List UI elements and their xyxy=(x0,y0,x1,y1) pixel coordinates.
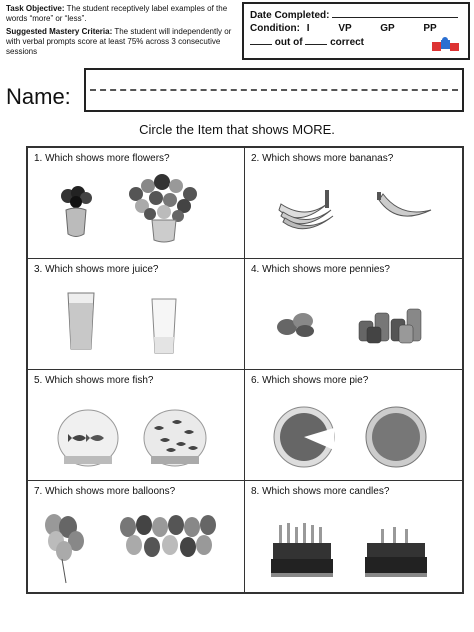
condition-vp[interactable]: VP xyxy=(338,23,352,34)
single-banana-image[interactable] xyxy=(375,188,435,228)
objective-label: Task Objective: xyxy=(6,4,65,13)
task-objective xyxy=(6,4,234,60)
condition-i[interactable]: I xyxy=(306,23,310,34)
full-juice-glass-image[interactable] xyxy=(66,289,96,353)
many-fish-bowl-image[interactable] xyxy=(142,406,208,468)
many-balloons-image[interactable] xyxy=(118,515,218,571)
question-text: 5. Which shows more fish? xyxy=(34,375,154,386)
question-text: 4. Which shows more pennies? xyxy=(251,264,390,275)
question-card-fish xyxy=(28,370,245,481)
few-pennies-image[interactable] xyxy=(275,309,321,339)
whole-pie-image[interactable] xyxy=(363,404,429,470)
out-of-label: out of xyxy=(274,37,303,48)
objective-text: The student receptively label examples of the words “more” or “less”. xyxy=(6,4,228,23)
low-juice-glass-image[interactable] xyxy=(150,297,178,355)
condition-gp[interactable]: GP xyxy=(380,23,395,34)
question-card-pie xyxy=(245,370,462,481)
question-card-juice xyxy=(28,259,245,370)
question-text: 6. Which shows more pie? xyxy=(251,375,369,386)
question-card-balloons xyxy=(28,481,245,592)
correct-label: correct xyxy=(330,37,365,48)
many-pennies-image[interactable] xyxy=(357,303,431,345)
large-flower-bouquet-image[interactable] xyxy=(124,174,204,244)
name-field[interactable] xyxy=(84,68,464,112)
name-label: Name: xyxy=(6,84,71,109)
question-grid xyxy=(26,146,464,594)
banana-bunch-image[interactable] xyxy=(275,184,335,234)
date-label: Date Completed: xyxy=(250,10,330,21)
question-text: 7. Which shows more balloons? xyxy=(34,486,176,497)
total-blank[interactable] xyxy=(305,35,327,45)
small-flower-vase-image[interactable] xyxy=(56,184,96,240)
condition-pp[interactable]: PP xyxy=(423,23,437,34)
question-card-flowers xyxy=(28,148,245,259)
puzzle-logo-icon xyxy=(430,36,464,54)
condition-label: Condition: xyxy=(250,23,300,34)
instruction: Circle the Item that shows MORE. xyxy=(139,122,335,137)
name-dashed-line xyxy=(90,89,458,91)
question-card-pennies xyxy=(245,259,462,370)
few-candles-cake-image[interactable] xyxy=(363,527,429,581)
few-fish-bowl-image[interactable] xyxy=(56,406,120,468)
many-candles-cake-image[interactable] xyxy=(269,521,335,581)
mastery-text: The student will independently or with verbal prompts score at least 75% across 3 consecutive sessions xyxy=(6,27,232,56)
question-text: 8. Which shows more candles? xyxy=(251,486,390,497)
few-balloons-image[interactable] xyxy=(42,513,92,585)
question-text: 1. Which shows more flowers? xyxy=(34,153,170,164)
score-blank[interactable] xyxy=(250,35,272,45)
question-text: 3. Which shows more juice? xyxy=(34,264,159,275)
mastery-label: Suggested Mastery Criteria: xyxy=(6,27,113,36)
date-blank[interactable] xyxy=(332,8,458,18)
question-text: 2. Which shows more bananas? xyxy=(251,153,394,164)
question-card-candles xyxy=(245,481,462,592)
record-box xyxy=(242,2,470,60)
cut-pie-image[interactable] xyxy=(271,404,337,470)
question-card-bananas xyxy=(245,148,462,259)
